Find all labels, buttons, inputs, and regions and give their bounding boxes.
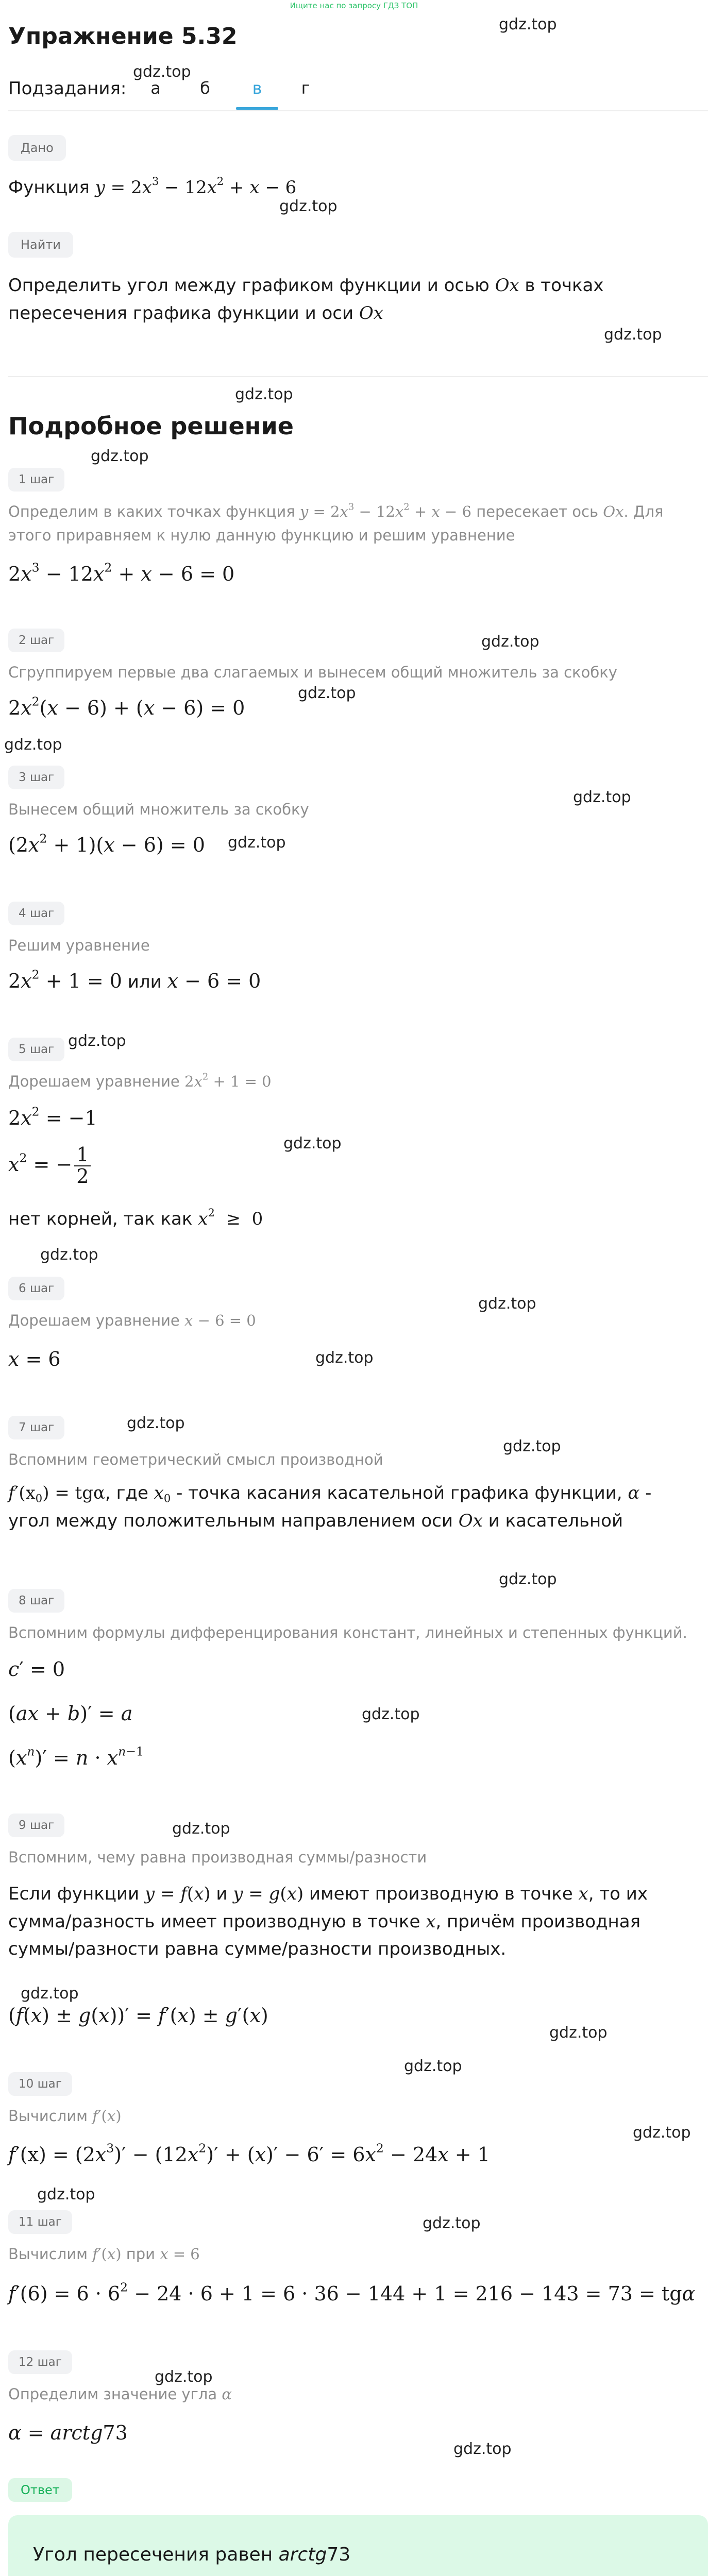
step-10-chip: 10 шаг: [8, 2072, 72, 2096]
tab-a[interactable]: а: [150, 78, 161, 98]
watermark: gdz.top: [298, 684, 356, 702]
step-6-chip: 6 шаг: [8, 1277, 64, 1300]
find-text: Определить угол между графиком функции и осью Ox в точках пересечения графика функции и оси Ox: [8, 275, 604, 324]
watermark: gdz.top: [155, 2368, 213, 2386]
step-2-text: Сгруппируем первые два слагаемых и вынесем общий множитель за скобку: [8, 664, 617, 681]
tab-g[interactable]: г: [301, 78, 310, 98]
step-4-chip: 4 шаг: [8, 902, 64, 925]
step-9-equation: (f(x) ± g(x))′ = f′(x) ± g′(x): [8, 2004, 268, 2027]
step-12-equation: α = arctg73: [8, 2421, 128, 2444]
step-3-equation: $(2x^2 + 1)(x - 6) = 0$: [8, 831, 205, 856]
watermark: gdz.top: [362, 1705, 420, 1723]
subtasks-label: Подзадания:: [8, 78, 127, 99]
step-8-chip: 8 шаг: [8, 1589, 64, 1613]
step-9-chip: 9 шаг: [8, 1814, 64, 1837]
watermark: gdz.top: [91, 447, 149, 465]
watermark: gdz.top: [503, 1437, 561, 1455]
watermark: gdz.top: [453, 2440, 512, 2458]
step-5-note: нет корней, так как $x^2 \ge 0$: [8, 1206, 263, 1229]
step-9-text: Вспомним, чему равна производная суммы/разности: [8, 1849, 427, 1866]
answer-text: Угол пересечения равен arctg73: [33, 2544, 351, 2565]
step-6-equation: x = 6: [8, 1348, 61, 1370]
watermark: gdz.top: [40, 1246, 98, 1264]
step-8-equation-2: (ax + b)′ = a: [8, 1702, 133, 1725]
watermark: gdz.top: [133, 63, 191, 81]
watermark: gdz.top: [499, 15, 557, 33]
watermark: gdz.top: [235, 385, 293, 403]
step-5-equation-2: $x^2$ = − $\frac{1}{2}$: [8, 1145, 694, 1187]
watermark: gdz.top: [633, 2124, 691, 2142]
watermark: gdz.top: [283, 1134, 342, 1153]
step-4-equation: $2x^2 + 1 = 0$ или x − 6 = 0: [8, 967, 261, 992]
active-tab-indicator: [236, 107, 278, 110]
tab-v[interactable]: в: [252, 78, 262, 98]
watermark: gdz.top: [228, 834, 286, 852]
tab-b[interactable]: б: [200, 78, 210, 98]
step-7-chip: 7 шаг: [8, 1416, 64, 1439]
watermark: gdz.top: [573, 788, 631, 806]
step-12-text: Определим значение угла α: [8, 2385, 232, 2403]
find-chip: Найти: [8, 232, 73, 258]
watermark: gdz.top: [68, 1032, 126, 1050]
step-1-equation: $2x^3 - 12x^2 + x - 6 = 0$: [8, 560, 235, 585]
step-9-body: Если функции y = f(x) и y = g(x) имеют производную в точке x, то их сумма/разность имеет производную в точке x, причём производная суммы/разности равна сумме/разности производных.: [8, 1884, 648, 1960]
watermark: gdz.top: [481, 633, 540, 651]
watermark: gdz.top: [423, 2214, 481, 2232]
watermark: gdz.top: [478, 1295, 536, 1313]
step-3-chip: 3 шаг: [8, 766, 64, 789]
watermark: gdz.top: [172, 1820, 230, 1838]
step-5-text: Дорешаем уравнение $2x^2 + 1 = 0$: [8, 1071, 272, 1090]
step-7-body: $f'(x_0) = tg\alpha$, где $x_0$ - точка касания касательной графика функции, α - угол между положительным направлением оси Ox и касательной: [8, 1483, 652, 1531]
step-8-equation-1: c′ = 0: [8, 1658, 65, 1681]
watermark: gdz.top: [279, 197, 338, 215]
watermark: gdz.top: [315, 1349, 374, 1367]
step-3-text: Вынесем общий множитель за скобку: [8, 801, 309, 818]
step-8-equation-3: $(x^n)' = n \cdot x^{n-1}$: [8, 1744, 144, 1769]
watermark: gdz.top: [21, 1985, 79, 2003]
step-7-text: Вспомним геометрический смысл производной: [8, 1451, 383, 1468]
top-hint: Ищите нас по запросу ГДЗ ТОП: [290, 1, 418, 10]
watermark: gdz.top: [499, 1570, 557, 1588]
step-2-chip: 2 шаг: [8, 629, 64, 652]
watermark: gdz.top: [404, 2057, 462, 2075]
step-5-chip: 5 шаг: [8, 1038, 64, 1061]
divider: [8, 376, 708, 377]
step-5-equation-1: $2x^2 = -1$: [8, 1104, 97, 1129]
step-2-equation: $2x^2(x - 6) + (x - 6) = 0$: [8, 694, 245, 719]
divider: [8, 110, 708, 111]
given-text: Функция $y = 2x^3 - 12x^2 + x - 6$: [8, 175, 297, 198]
step-1-text: Определим в каких точках функция $y = 2x^3 - 12x^2 + x - 6$ пересекает ось Ox. Для этого приравняем к нулю данную функцию и решим уравнение: [8, 501, 664, 545]
step-8-text: Вспомним формулы дифференцирования констант, линейных и степенных функций.: [8, 1624, 687, 1641]
step-10-equation: $f'(x) = (2x^3)' - (12x^2)' + (x)' - 6' = 6x^2 - 24x + 1$: [8, 2141, 490, 2166]
step-10-text: Вычислим f′(x): [8, 2107, 122, 2125]
step-11-text: Вычислим f′(x) при x = 6: [8, 2245, 200, 2263]
page-title: Упражнение 5.32: [8, 23, 238, 49]
step-1-chip: 1 шаг: [8, 468, 64, 492]
step-11-equation: $f'(6) = 6 \cdot 6^2 - 24 \cdot 6 + 1 = 6 \cdot 36 - 144 + 1 = 216 - 143 = 73 = tg\alpha$: [8, 2280, 696, 2305]
step-11-chip: 11 шаг: [8, 2210, 72, 2234]
answer-chip: Ответ: [8, 2478, 72, 2502]
watermark: gdz.top: [37, 2185, 95, 2204]
step-4-text: Решим уравнение: [8, 937, 150, 954]
watermark: gdz.top: [4, 736, 62, 754]
watermark: gdz.top: [127, 1414, 185, 1432]
watermark: gdz.top: [604, 326, 662, 344]
given-chip: Дано: [8, 135, 66, 161]
step-12-chip: 12 шаг: [8, 2350, 72, 2374]
watermark: gdz.top: [549, 2024, 608, 2042]
step-6-text: Дорешаем уравнение x − 6 = 0: [8, 1312, 256, 1329]
solution-title: Подробное решение: [8, 412, 294, 440]
